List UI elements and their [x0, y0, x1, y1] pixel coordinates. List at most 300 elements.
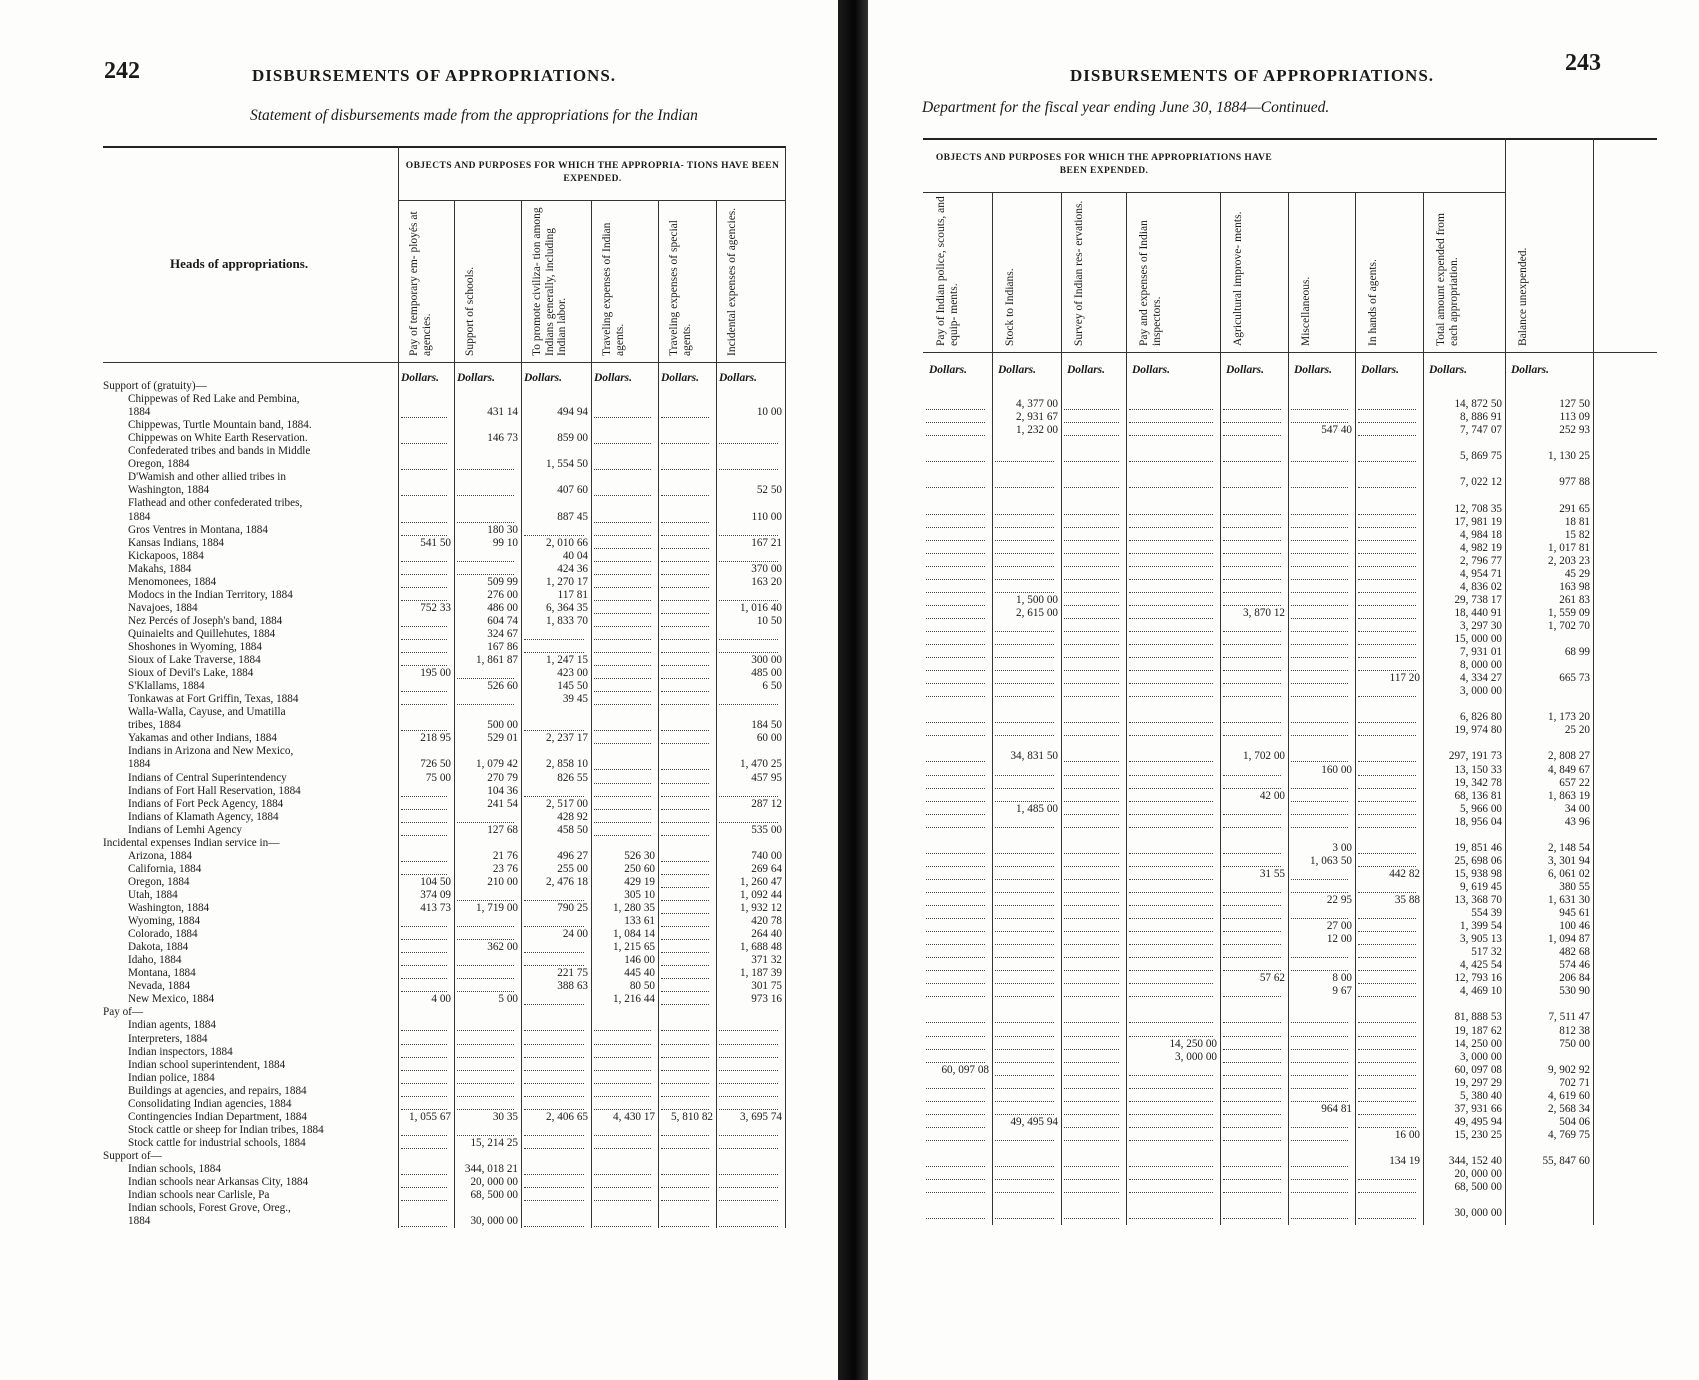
- table-cell: 19, 851 46: [1454, 841, 1502, 854]
- leader-dots: [719, 1174, 778, 1175]
- column-rule: [1593, 138, 1594, 1225]
- leader-dots: [926, 618, 985, 619]
- table-cell: 55, 847 60: [1542, 1155, 1590, 1167]
- leader-dots: [457, 704, 514, 705]
- table-cell: 964 81: [1321, 1102, 1352, 1115]
- leader-dots: [661, 978, 709, 979]
- leader-dots: [524, 1057, 584, 1058]
- leader-dots: [1223, 514, 1281, 515]
- leader-dots: [457, 926, 514, 927]
- table-cell: 30, 000 00: [1454, 1207, 1502, 1220]
- leader-dots: [926, 1166, 985, 1167]
- leader-dots: [1129, 435, 1213, 436]
- table-cell: 2, 237 17: [546, 732, 588, 745]
- leader-dots: [457, 978, 514, 979]
- table-cell: 40 04: [562, 549, 588, 562]
- leader-dots: [1129, 761, 1213, 762]
- leader-dots: [1129, 722, 1213, 723]
- leader-dots: [719, 469, 778, 470]
- leader-dots: [1129, 683, 1213, 684]
- leader-dots: [1291, 970, 1348, 971]
- table-cell: 3, 905 13: [1460, 933, 1502, 946]
- leader-dots: [995, 579, 1054, 580]
- leader-dots: [1064, 566, 1119, 567]
- leader-dots: [661, 678, 709, 679]
- leader-dots: [995, 905, 1054, 906]
- leader-dots: [1358, 1049, 1416, 1050]
- leader-dots: [995, 696, 1054, 697]
- leader-dots: [1291, 553, 1348, 554]
- row-label: Indians of Lemhi Agency: [128, 823, 243, 836]
- leader-dots: [661, 613, 709, 614]
- leader-dots: [1358, 1022, 1416, 1023]
- leader-dots: [995, 1166, 1054, 1167]
- leader-dots: [1064, 683, 1119, 684]
- leader-dots: [401, 600, 447, 601]
- table-cell: 1, 702 70: [1548, 619, 1590, 632]
- leader-dots: [1291, 879, 1348, 880]
- table-cell: 20, 000 00: [1454, 1168, 1502, 1181]
- leader-dots: [1064, 1140, 1119, 1141]
- leader-dots: [1129, 422, 1213, 423]
- leader-dots: [661, 1096, 709, 1097]
- leader-dots: [661, 417, 709, 418]
- row-label: Indians of Central Superintendency: [128, 771, 287, 784]
- leader-dots: [1064, 1022, 1119, 1023]
- leader-dots: [457, 965, 514, 966]
- leader-dots: [1129, 644, 1213, 645]
- leader-dots: [401, 1044, 447, 1045]
- leader-dots: [661, 665, 709, 666]
- table-cell: 300 00: [751, 654, 782, 667]
- table-cell: 6, 364 35: [546, 601, 588, 614]
- table-cell: 529 01: [487, 732, 518, 745]
- leader-dots: [926, 944, 985, 945]
- row-label: Indians in Arizona and New Mexico,: [128, 745, 294, 758]
- leader-dots: [457, 1057, 514, 1058]
- table-cell: 1, 631 30: [1548, 894, 1590, 906]
- leader-dots: [661, 1004, 709, 1005]
- leader-dots: [995, 918, 1054, 919]
- row-label: Arizona, 1884: [128, 849, 193, 862]
- leader-dots: [1129, 540, 1213, 541]
- leader-dots: [1064, 1218, 1119, 1219]
- leader-dots: [926, 514, 985, 515]
- table-cell: 740 00: [751, 849, 782, 862]
- leader-dots: [1129, 1179, 1213, 1180]
- leader-dots: [719, 639, 778, 640]
- leader-dots: [401, 1030, 447, 1031]
- leader-dots: [926, 1036, 985, 1037]
- leader-dots: [594, 469, 651, 470]
- leader-dots: [401, 978, 447, 979]
- leader-dots: [926, 918, 985, 919]
- table-cell: 264 40: [751, 928, 782, 941]
- row-label: Montana, 1884: [128, 967, 196, 980]
- table-cell: 1, 688 48: [740, 941, 782, 954]
- leader-dots: [1358, 461, 1416, 462]
- leader-dots: [1223, 1088, 1281, 1089]
- table-cell: 241 54: [487, 797, 518, 810]
- table-cell: 1, 187 39: [740, 967, 782, 980]
- leader-dots: [995, 735, 1054, 736]
- leader-dots: [661, 1135, 709, 1136]
- leader-dots: [661, 626, 709, 627]
- band-header: OBJECTS AND PURPOSES FOR WHICH THE APPROPRIATIONS HAVE BEEN EXPENDED.: [935, 153, 1273, 176]
- leader-dots: [457, 1135, 514, 1136]
- table-cell: 270 79: [487, 771, 518, 784]
- table-cell: 3 00: [1332, 841, 1352, 854]
- row-label: S'Klallams, 1884: [128, 680, 205, 693]
- table-cell: 1, 173 20: [1548, 711, 1590, 724]
- leader-dots: [1129, 879, 1213, 880]
- row-label: Incidental expenses Indian service in—: [103, 836, 280, 849]
- table-cell: 19, 974 80: [1454, 724, 1502, 737]
- leader-dots: [401, 874, 447, 875]
- leader-dots: [524, 1135, 584, 1136]
- table-cell: 7, 747 07: [1460, 424, 1502, 437]
- leader-dots: [926, 1088, 985, 1089]
- leader-dots: [1064, 1062, 1119, 1063]
- leader-dots: [1064, 905, 1119, 906]
- table-cell: 3, 870 12: [1243, 606, 1285, 619]
- leader-dots: [661, 1109, 709, 1110]
- table-cell: 8, 000 00: [1460, 659, 1502, 672]
- table-cell: 255 00: [557, 862, 588, 875]
- leader-dots: [1223, 1192, 1281, 1193]
- table-cell: 1, 063 50: [1310, 854, 1352, 867]
- leader-dots: [995, 1049, 1054, 1050]
- leader-dots: [1291, 566, 1348, 567]
- leader-dots: [1291, 1049, 1348, 1050]
- leader-dots: [1223, 918, 1281, 919]
- table-cell: 12, 708 35: [1454, 502, 1502, 515]
- leader-dots: [524, 1083, 584, 1084]
- table-cell: 3, 000 00: [1460, 685, 1502, 698]
- leader-dots: [1064, 866, 1119, 867]
- leader-dots: [661, 574, 709, 575]
- table-cell: 380 55: [1559, 880, 1590, 893]
- leader-dots: [457, 561, 514, 562]
- leader-dots: [1291, 1166, 1348, 1167]
- leader-dots: [1129, 996, 1213, 997]
- leader-dots: [1358, 892, 1416, 893]
- leader-dots: [594, 1148, 651, 1149]
- table-cell: 2, 931 67: [1016, 411, 1058, 424]
- column-rule: [785, 146, 786, 1228]
- leader-dots: [1129, 514, 1213, 515]
- column-rule: [398, 146, 399, 1228]
- column-header: Support of schools.: [464, 266, 476, 356]
- leader-dots: [995, 1140, 1054, 1141]
- leader-dots: [1291, 892, 1348, 893]
- column-header: Incidental expenses of agencies.: [726, 207, 738, 356]
- row-label: Navajoes, 1884: [128, 601, 198, 614]
- leader-dots: [1223, 696, 1281, 697]
- table-cell: 68, 500 00: [1454, 1181, 1502, 1194]
- leader-dots: [926, 931, 985, 932]
- leader-dots: [1129, 931, 1213, 932]
- row-label: New Mexico, 1884: [128, 993, 215, 1006]
- leader-dots: [719, 535, 778, 536]
- leader-dots: [457, 900, 514, 901]
- leader-dots: [1129, 670, 1213, 671]
- leader-dots: [661, 600, 709, 601]
- leader-dots: [661, 495, 709, 496]
- table-cell: 413 73: [420, 902, 451, 914]
- top-rule: [923, 138, 1657, 140]
- leader-dots: [1223, 1101, 1281, 1102]
- table-cell: 18, 956 04: [1454, 815, 1502, 828]
- table-cell: 34 00: [1564, 802, 1590, 815]
- leader-dots: [1223, 996, 1281, 997]
- table-cell: 429 19: [624, 875, 655, 888]
- leader-dots: [401, 1226, 447, 1227]
- row-label: Consolidating Indian agencies, 1884: [128, 1097, 292, 1110]
- leader-dots: [719, 1109, 778, 1110]
- leader-dots: [1129, 657, 1213, 658]
- column-rule: [1355, 192, 1356, 1225]
- table-cell: 221 75: [557, 967, 588, 980]
- table-cell: 1, 232 00: [1016, 424, 1058, 437]
- table-cell: 43 96: [1564, 815, 1590, 828]
- row-label: Indians of Fort Hall Reservation, 1884: [128, 784, 301, 797]
- leader-dots: [1358, 1101, 1416, 1102]
- leader-dots: [1223, 592, 1281, 593]
- leader-dots: [1129, 892, 1213, 893]
- leader-dots: [926, 801, 985, 802]
- row-label: Tonkawas at Fort Griffin, Texas, 1884: [128, 693, 299, 706]
- leader-dots: [1064, 409, 1119, 410]
- leader-dots: [401, 835, 447, 836]
- row-label: Indian school superintendent, 1884: [128, 1058, 286, 1071]
- table-cell: 261 83: [1559, 593, 1590, 606]
- table-cell: 60, 097 08: [941, 1063, 989, 1076]
- table-cell: 657 22: [1559, 776, 1590, 789]
- table-cell: 2, 148 54: [1548, 841, 1590, 854]
- leader-dots: [1223, 579, 1281, 580]
- table-cell: 1, 702 00: [1243, 750, 1285, 763]
- leader-dots: [1291, 1218, 1348, 1219]
- leader-dots: [1064, 918, 1119, 919]
- row-label: Idaho, 1884: [128, 954, 182, 967]
- leader-dots: [1358, 553, 1416, 554]
- leader-dots: [1291, 631, 1348, 632]
- leader-dots: [995, 1075, 1054, 1076]
- row-label: Indian schools, Forest Grove, Oreg.,: [128, 1202, 291, 1215]
- leader-dots: [594, 1057, 651, 1058]
- leader-dots: [1358, 996, 1416, 997]
- column-rule: [1288, 192, 1289, 1225]
- leader-dots: [1291, 696, 1348, 697]
- leader-dots: [661, 796, 709, 797]
- leader-dots: [1064, 957, 1119, 958]
- table-cell: 554 39: [1471, 907, 1502, 920]
- leader-dots: [1064, 931, 1119, 932]
- table-cell: 6, 826 80: [1460, 711, 1502, 724]
- table-cell: 4, 769 75: [1548, 1128, 1590, 1141]
- column-rule: [1505, 138, 1506, 1225]
- leader-dots: [661, 548, 709, 549]
- leader-dots: [594, 574, 651, 575]
- leader-dots: [594, 678, 651, 679]
- table-cell: 496 27: [557, 849, 588, 862]
- band-rule: [398, 200, 785, 201]
- table-cell: 81, 888 53: [1454, 1011, 1502, 1024]
- column-header: Survey of Indian res- ervations.: [1073, 200, 1085, 346]
- leader-dots: [995, 670, 1054, 671]
- leader-dots: [661, 561, 709, 562]
- column-header: Traveling expenses of Indian agents.: [601, 222, 626, 356]
- table-cell: 14, 872 50: [1454, 398, 1502, 411]
- column-rule: [591, 200, 592, 1228]
- table-cell: 4, 377 00: [1016, 398, 1058, 411]
- book-gutter: [838, 0, 868, 1380]
- table-cell: 10 50: [756, 614, 782, 627]
- leader-dots: [995, 592, 1054, 593]
- table-cell: 7, 511 47: [1548, 1011, 1590, 1024]
- leader-dots: [1129, 553, 1213, 554]
- leader-dots: [1223, 487, 1281, 488]
- leader-dots: [719, 1057, 778, 1058]
- leader-dots: [594, 1135, 651, 1136]
- leader-dots: [719, 1070, 778, 1071]
- leader-dots: [1223, 1036, 1281, 1037]
- leader-dots: [661, 535, 709, 536]
- unit-label: Dollars.: [401, 372, 440, 384]
- leader-dots: [719, 704, 778, 705]
- leader-dots: [1129, 866, 1213, 867]
- table-cell: 24 00: [562, 928, 588, 941]
- leader-dots: [926, 814, 985, 815]
- leader-dots: [926, 879, 985, 880]
- leader-dots: [1291, 1062, 1348, 1063]
- column-rule: [658, 200, 659, 1228]
- row-label: Flathead and other confederated tribes,: [128, 497, 303, 510]
- table-cell: 60, 097 08: [1454, 1063, 1502, 1076]
- table-cell: 269 64: [751, 862, 782, 875]
- leader-dots: [594, 587, 651, 588]
- leader-dots: [1064, 1166, 1119, 1167]
- leader-dots: [1129, 461, 1213, 462]
- unit-label: Dollars.: [1226, 364, 1265, 376]
- left-page: [0, 0, 838, 1380]
- leader-dots: [926, 683, 985, 684]
- leader-dots: [401, 652, 447, 653]
- leader-dots: [926, 1114, 985, 1115]
- leader-dots: [524, 535, 584, 536]
- leader-dots: [1064, 722, 1119, 723]
- table-cell: 5, 810 82: [671, 1110, 713, 1123]
- leader-dots: [1129, 735, 1213, 736]
- leader-dots: [1291, 735, 1348, 736]
- leader-dots: [524, 1174, 584, 1175]
- leader-dots: [926, 631, 985, 632]
- leader-dots: [594, 1226, 651, 1227]
- row-label: Sioux of Devil's Lake, 1884: [128, 667, 254, 680]
- leader-dots: [401, 522, 447, 523]
- leader-dots: [995, 944, 1054, 945]
- leader-dots: [1129, 566, 1213, 567]
- leader-dots: [1358, 827, 1416, 828]
- leader-dots: [926, 644, 985, 645]
- leader-dots: [1064, 605, 1119, 606]
- leader-dots: [1129, 1022, 1213, 1023]
- leader-dots: [995, 1179, 1054, 1180]
- leader-dots: [594, 743, 651, 744]
- row-label: Modocs in the Indian Territory, 1884: [128, 588, 293, 601]
- table-cell: 530 90: [1559, 985, 1590, 998]
- table-cell: 75 00: [425, 771, 451, 784]
- table-cell: 301 75: [751, 980, 782, 993]
- table-cell: 4, 425 54: [1460, 959, 1502, 972]
- leader-dots: [995, 631, 1054, 632]
- table-caption: Statement of disbursements made from the appropriations for the Indian: [250, 107, 698, 124]
- leader-dots: [1358, 866, 1416, 867]
- table-cell: 3, 301 94: [1548, 854, 1590, 867]
- leader-dots: [926, 461, 985, 462]
- leader-dots: [995, 775, 1054, 776]
- leader-dots: [1291, 514, 1348, 515]
- table-cell: 1, 079 42: [476, 758, 518, 771]
- table-cell: 15, 938 98: [1454, 867, 1502, 880]
- table-cell: 39 45: [562, 693, 588, 706]
- table-cell: 99 10: [492, 536, 518, 549]
- unit-label: Dollars.: [1132, 364, 1171, 376]
- table-cell: 2, 517 00: [546, 797, 588, 810]
- table-cell: 9, 902 92: [1548, 1063, 1590, 1076]
- leader-dots: [1291, 827, 1348, 828]
- row-label: Pay of—: [103, 1006, 144, 1019]
- leader-dots: [1064, 735, 1119, 736]
- leader-dots: [1223, 631, 1281, 632]
- row-label: Indians of Fort Peck Agency, 1884: [128, 797, 284, 810]
- row-label: Kansas Indians, 1884: [128, 536, 225, 549]
- table-cell: 1, 084 14: [613, 928, 655, 941]
- table-cell: 3, 000 00: [1175, 1050, 1217, 1063]
- table-cell: 8 00: [1332, 972, 1352, 985]
- leader-dots: [1064, 1036, 1119, 1037]
- table-cell: 1, 017 81: [1548, 541, 1590, 554]
- table-cell: 30, 000 00: [470, 1215, 518, 1228]
- leader-dots: [1223, 461, 1281, 462]
- leader-dots: [1223, 605, 1281, 606]
- leader-dots: [661, 835, 709, 836]
- unit-label: Dollars.: [1294, 364, 1333, 376]
- table-cell: 702 71: [1559, 1076, 1590, 1089]
- table-cell: 1, 216 44: [613, 993, 655, 1006]
- leader-dots: [1358, 579, 1416, 580]
- column-rule: [1061, 192, 1062, 1225]
- leader-dots: [1291, 801, 1348, 802]
- leader-dots: [926, 422, 985, 423]
- leader-dots: [719, 561, 778, 562]
- leader-dots: [995, 931, 1054, 932]
- leader-dots: [926, 1049, 985, 1050]
- header-rule: [103, 362, 785, 363]
- table-cell: 371 32: [751, 954, 782, 967]
- leader-dots: [1223, 1127, 1281, 1128]
- leader-dots: [594, 443, 651, 444]
- leader-dots: [1129, 579, 1213, 580]
- leader-dots: [594, 1083, 651, 1084]
- table-cell: 431 14: [487, 406, 518, 419]
- leader-dots: [995, 1192, 1054, 1193]
- leader-dots: [401, 1057, 447, 1058]
- band-rule: [923, 192, 1505, 193]
- column-rule: [1220, 192, 1221, 1225]
- table-cell: 68 99: [1564, 646, 1590, 659]
